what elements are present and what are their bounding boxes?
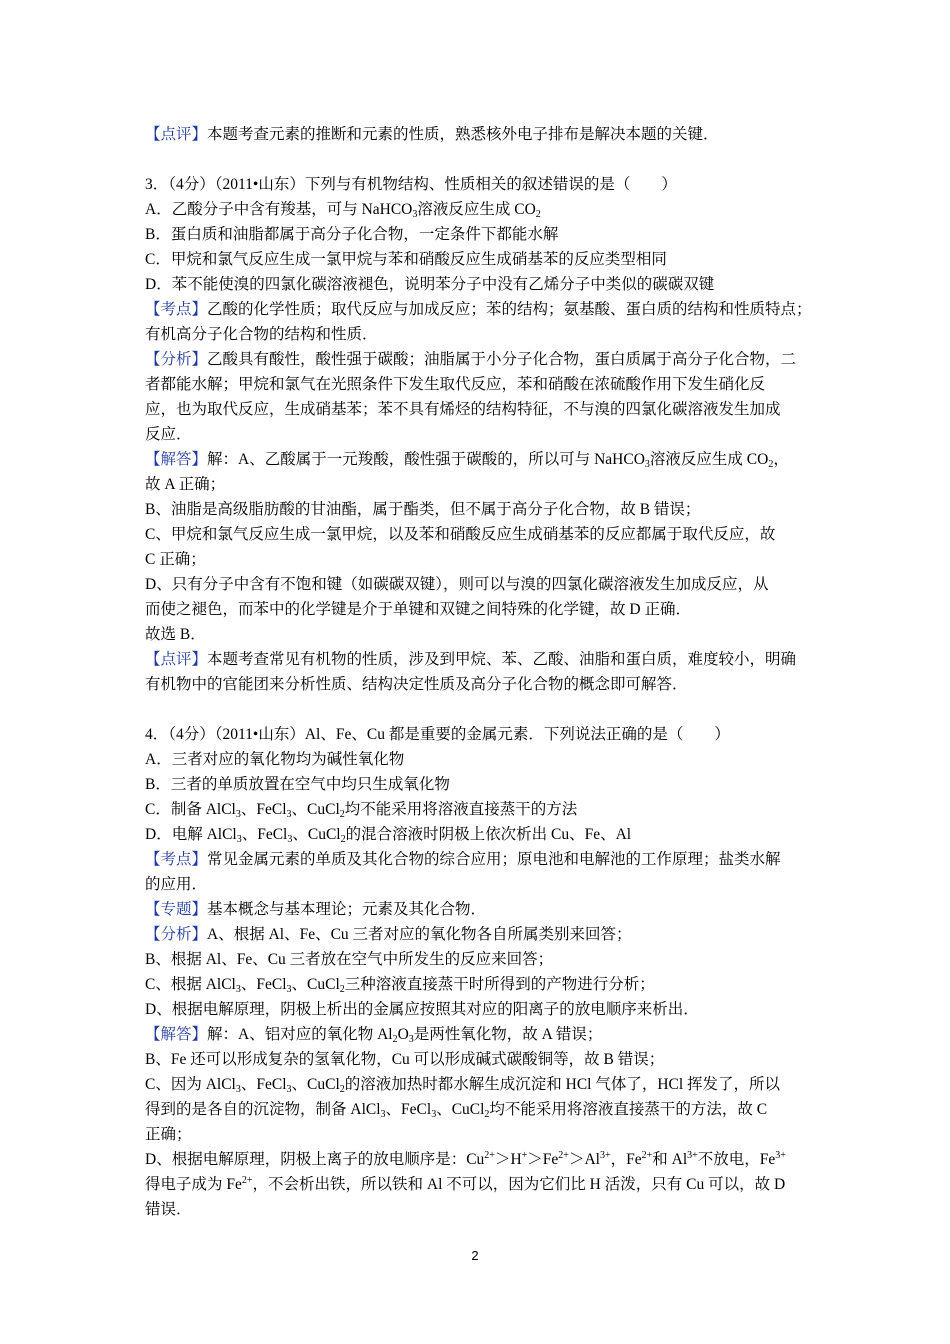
solution-tag: 【解答】 — [145, 1026, 208, 1043]
q3-analysis-cont: 应，也为取代反应，生成硝基苯；苯不具有烯烃的结构特征，不与溴的四氯化碳溶液发生加成 — [145, 401, 781, 418]
analysis-tag: 【分析】 — [145, 926, 208, 943]
q3-keypoint-cont: 有机高分子化合物的结构和性质． — [145, 326, 378, 343]
q3-solution-cont: D、只有分子中含有不饱和键（如碳碳双键），则可以与溴的四氯化碳溶液发生加成反应，从 — [145, 576, 769, 593]
q4-option-d: D．电解 AlCl$_3$、FeCl$_3$、CuCl$_2$的混合溶液时阴极上依次析出 Cu、Fe、Al — [145, 826, 632, 845]
analysis-tag: 【分析】 — [145, 351, 208, 368]
q4-keypoint-cont: 的应用． — [145, 876, 208, 893]
review-tag: 【点评】 — [145, 651, 208, 668]
q3-option-c: C．甲烷和氯气反应生成一氯甲烷与苯和硝酸反应生成硝基苯的反应类型相同 — [145, 251, 667, 268]
q3-review-cont: 有机物中的官能团来分析性质、结构决定性质及高分子化合物的概念即可解答． — [145, 676, 688, 693]
q3-analysis-cont: 者都能水解；甲烷和氯气在光照条件下发生取代反应，苯和硝酸在浓硫酸作用下发生硝化反 — [145, 376, 766, 393]
keypoint-tag: 【考点】 — [145, 851, 208, 868]
q3-analysis-cont: 反应． — [145, 426, 192, 443]
q4-option-b: B．三者的单质放置在空气中均只生成氧化物 — [145, 776, 450, 793]
q4-analysis: 【分析】A、根据 Al、Fe、Cu 三者对应的氧化物各自所属类别来回答； — [145, 926, 632, 943]
q4-topic: 【专题】基本概念与基本理论；元素及其化合物． — [145, 901, 487, 918]
q3-answer: 故选 B． — [145, 626, 206, 643]
q4-analysis-cont: B、根据 Al、Fe、Cu 三者放在空气中所发生的反应来回答； — [145, 951, 554, 968]
q3-option-a: A．乙酸分子中含有羧基，可与 NaHCO$_3$溶液反应生成 $CO_2$ — [145, 201, 541, 220]
q3-keypoint: 【考点】乙酸的化学性质；取代反应与加成反应；苯的结构；氨基酸、蛋白质的结构和性质特点； — [145, 301, 812, 318]
q4-solution-cont: D、根据电解原理，阴极上离子的放电顺序是：$Cu^{2+}>H^+>Fe^{2+}>Al^{3+}$，$Fe^{2+}$和 $Al^{3+}$不放电，$Fe^{3+}$ — [145, 1150, 786, 1168]
solution-tag: 【解答】 — [145, 451, 208, 468]
q3-option-b: B．蛋白质和油脂都属于高分子化合物，一定条件下都能水解 — [145, 226, 559, 243]
q3-analysis: 【分析】乙酸具有酸性，酸性强于碳酸；油脂属于小分子化合物，蛋白质属于高分子化合物，二 — [145, 351, 797, 368]
review-line: 【点评】本题考查元素的推断和元素的性质，熟悉核外电子排布是解决本题的关键． — [145, 126, 719, 143]
q4-option-a: A．三者对应的氧化物均为碱性氧化物 — [145, 751, 405, 768]
q4-solution-cont: 得电子成为 $Fe^{2+}$，不会析出铁，所以铁和 Al 不可以，因为它们比 H 活泼，只有 Cu 可以，故 D — [145, 1175, 786, 1193]
q3-solution-cont: C、甲烷和氯气反应生成一氯甲烷，以及苯和硝酸反应生成硝基苯的反应都属于取代反应，故 — [145, 526, 776, 543]
topic-tag: 【专题】 — [145, 901, 208, 918]
q4-solution-cont: 得到的是各自的沉淀物，制备 AlCl$_3$、FeCl$_3$、CuCl$_2$均不能采用将溶液直接蒸干的方法，故 C — [145, 1101, 768, 1120]
q4-solution-cont: 错误． — [145, 1201, 192, 1218]
q3-solution-cont: 故 A 正确； — [145, 476, 226, 493]
review-tag: 【点评】 — [145, 126, 208, 143]
q4-keypoint: 【考点】常见金属元素的单质及其化合物的综合应用；原电池和电解池的工作原理；盐类水解 — [145, 851, 781, 868]
q4-analysis-cont: D、根据电解原理，阴极上析出的金属应按照其对应的阳离子的放电顺序来析出． — [145, 1001, 699, 1018]
q3-solution-cont: B、油脂是高级脂肪酸的甘油酯，属于酯类，但不属于高分子化合物，故 B 错误； — [145, 501, 701, 518]
question-4-stem: 4．（4分）（2011•山东）Al、Fe、Cu 都是重要的金属元素．下列说法正确的是（ ） — [145, 726, 730, 743]
q4-option-c: C．制备 AlCl$_3$、FeCl$_3$、CuCl$_2$均不能采用将溶液直接蒸干的方法 — [145, 801, 578, 820]
q3-solution-cont: 而使之褪色，而苯中的化学键是介于单键和双键之间特殊的化学键，故 D 正确． — [145, 601, 691, 618]
q4-analysis-cont: C、根据 AlCl$_3$、FeCl$_3$、CuCl$_2$三种溶液直接蒸干时所得到的产物进行分析； — [145, 976, 655, 995]
q3-solution-cont: C 正确； — [145, 551, 206, 568]
q3-option-d: D．苯不能使溴的四氯化碳溶液褪色，说明苯分子中没有乙烯分子中类似的碳碳双键 — [145, 276, 715, 293]
q4-solution-cont: C、因为 AlCl$_3$、FeCl$_3$、CuCl$_2$的溶液加热时都水解生成沉淀和 HCl 气体了，HCl 挥发了，所以 — [145, 1076, 781, 1095]
keypoint-tag: 【考点】 — [145, 301, 208, 318]
q4-solution: 【解答】解：A、铝对应的氧化物 $Al_2O_3$是两性氧化物，故 A 错误； — [145, 1026, 603, 1045]
q3-solution: 【解答】解：A、乙酸属于一元羧酸，酸性强于碳酸的，所以可与 NaHCO$_3$溶液反应生成 $CO_2$， — [145, 451, 789, 470]
question-3-stem: 3．（4分）（2011•山东）下列与有机物结构、性质相关的叙述错误的是（ ） — [145, 176, 677, 193]
q4-solution-cont: 正确； — [145, 1126, 192, 1143]
q4-solution-cont: B、Fe 还可以形成复杂的氢氧化物，Cu 可以形成碱式碳酸铜等，故 B 错误； — [145, 1051, 665, 1068]
q3-review: 【点评】本题考查常见有机物的性质，涉及到甲烷、苯、乙酸、油脂和蛋白质，难度较小，明确 — [145, 651, 797, 668]
page-number: 2 — [471, 1248, 479, 1263]
